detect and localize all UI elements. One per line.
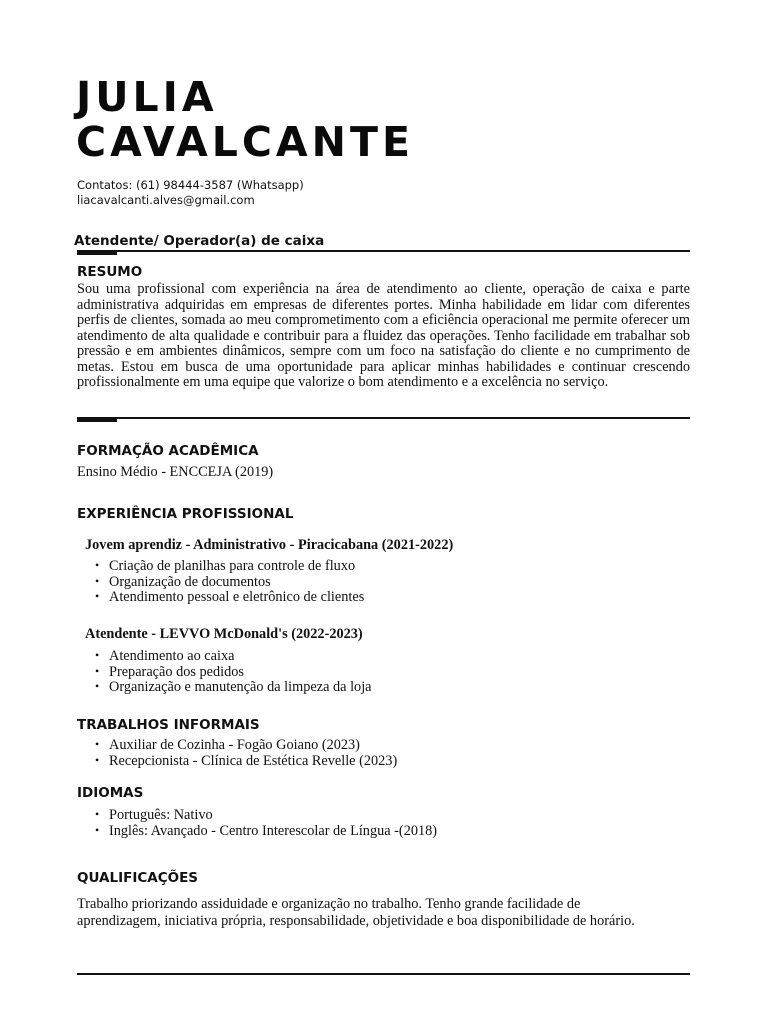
job-title: Atendente - LEVVO McDonald's (2022-2023) [85, 626, 363, 642]
bullet-icon: • [95, 807, 100, 821]
first-name: JULIA [76, 73, 218, 121]
bullet-icon: • [95, 679, 100, 693]
languages-heading: IDIOMAS [77, 785, 144, 801]
bullet-icon: • [95, 663, 100, 678]
job-title: Jovem aprendiz - Administrativo - Piracicabana (2021-2022) [85, 537, 454, 553]
list-item: • Inglês: Avançado - Centro Interescolar de Língua -(2018) [95, 822, 438, 839]
list-item: • Recepcionista - Clínica de Estética Revelle (2023) [95, 752, 398, 769]
education-item: Ensino Médio - ENCCEJA (2019) [77, 464, 274, 480]
qualifications-heading: QUALIFICAÇÕES [77, 870, 199, 886]
role-title: Atendente/ Operador(a) de caixa [74, 233, 325, 249]
job-task-list [95, 649, 372, 696]
informal-work-list [95, 738, 397, 769]
list-item: • Preparação dos pedidos [95, 663, 244, 680]
list-item: • Organização de documentos [95, 573, 271, 590]
list-item: • Criação de planilhas para controle de fluxo [95, 558, 356, 574]
list-item: • Auxiliar de Cozinha - Fogão Goiano (2023) [95, 737, 360, 753]
contact-email: liacavalcanti.alves@gmail.com [77, 193, 255, 207]
bullet-icon: • [95, 648, 100, 662]
list-item: • Atendimento pessoal e eletrônico de clientes [95, 589, 365, 605]
job-task-list [95, 559, 364, 606]
divider [77, 973, 690, 975]
qualifications-text: Trabalho priorizando assiduidade e organização no trabalho. Tenho grande facilidade de aprendizagem, iniciativa própria, responsabilidade, objetividade e boa disponibilidade de horário. [77, 896, 635, 929]
list-item: • Organização e manutenção da limpeza da loja [95, 679, 372, 695]
bullet-icon: • [95, 558, 100, 572]
languages-list [95, 808, 437, 839]
divider [77, 417, 690, 419]
summary-heading: RESUMO [77, 264, 143, 280]
last-name: CAVALCANTE [76, 118, 414, 166]
list-item: • Atendimento ao caixa [95, 648, 235, 664]
divider [77, 250, 690, 252]
divider-accent [77, 417, 117, 422]
divider-accent [77, 250, 117, 255]
bullet-icon: • [95, 752, 100, 767]
summary-text: Sou uma profissional com experiência na área de atendimento ao cliente, operação de caixa e parte administrativa adquiridas em empresas de diferentes portes. Minha habilidade em lidar com diferentes perfis de clientes, somada ao meu comprometimento com a eficiência operacional me permite oferecer um atendimento de alta qualidade e contribuir para a fluidez das operações. Tenho facilidade em trabalhar sob pressão e em ambientes dinâmicos, sempre com um foco na satisfação do cliente e no cumprimento de metas. Estou em busca de uma oportunidade para aplicar minhas habilidades e continuar crescendo profissionalmente em uma equipe que valorize o bom atendimento e a excelência no serviço. [77, 281, 690, 390]
experience-heading: EXPERIÊNCIA PROFISSIONAL [77, 506, 294, 522]
education-heading: FORMAÇÃO ACADÊMICA [77, 443, 259, 459]
bullet-icon: • [95, 737, 100, 751]
list-item: • Português: Nativo [95, 807, 213, 823]
informal-work-heading: TRABALHOS INFORMAIS [77, 717, 260, 733]
contact-phone: Contatos: (61) 98444-3587 (Whatsapp) [77, 178, 304, 192]
bullet-icon: • [95, 589, 100, 603]
bullet-icon: • [95, 573, 100, 588]
bullet-icon: • [95, 822, 100, 837]
